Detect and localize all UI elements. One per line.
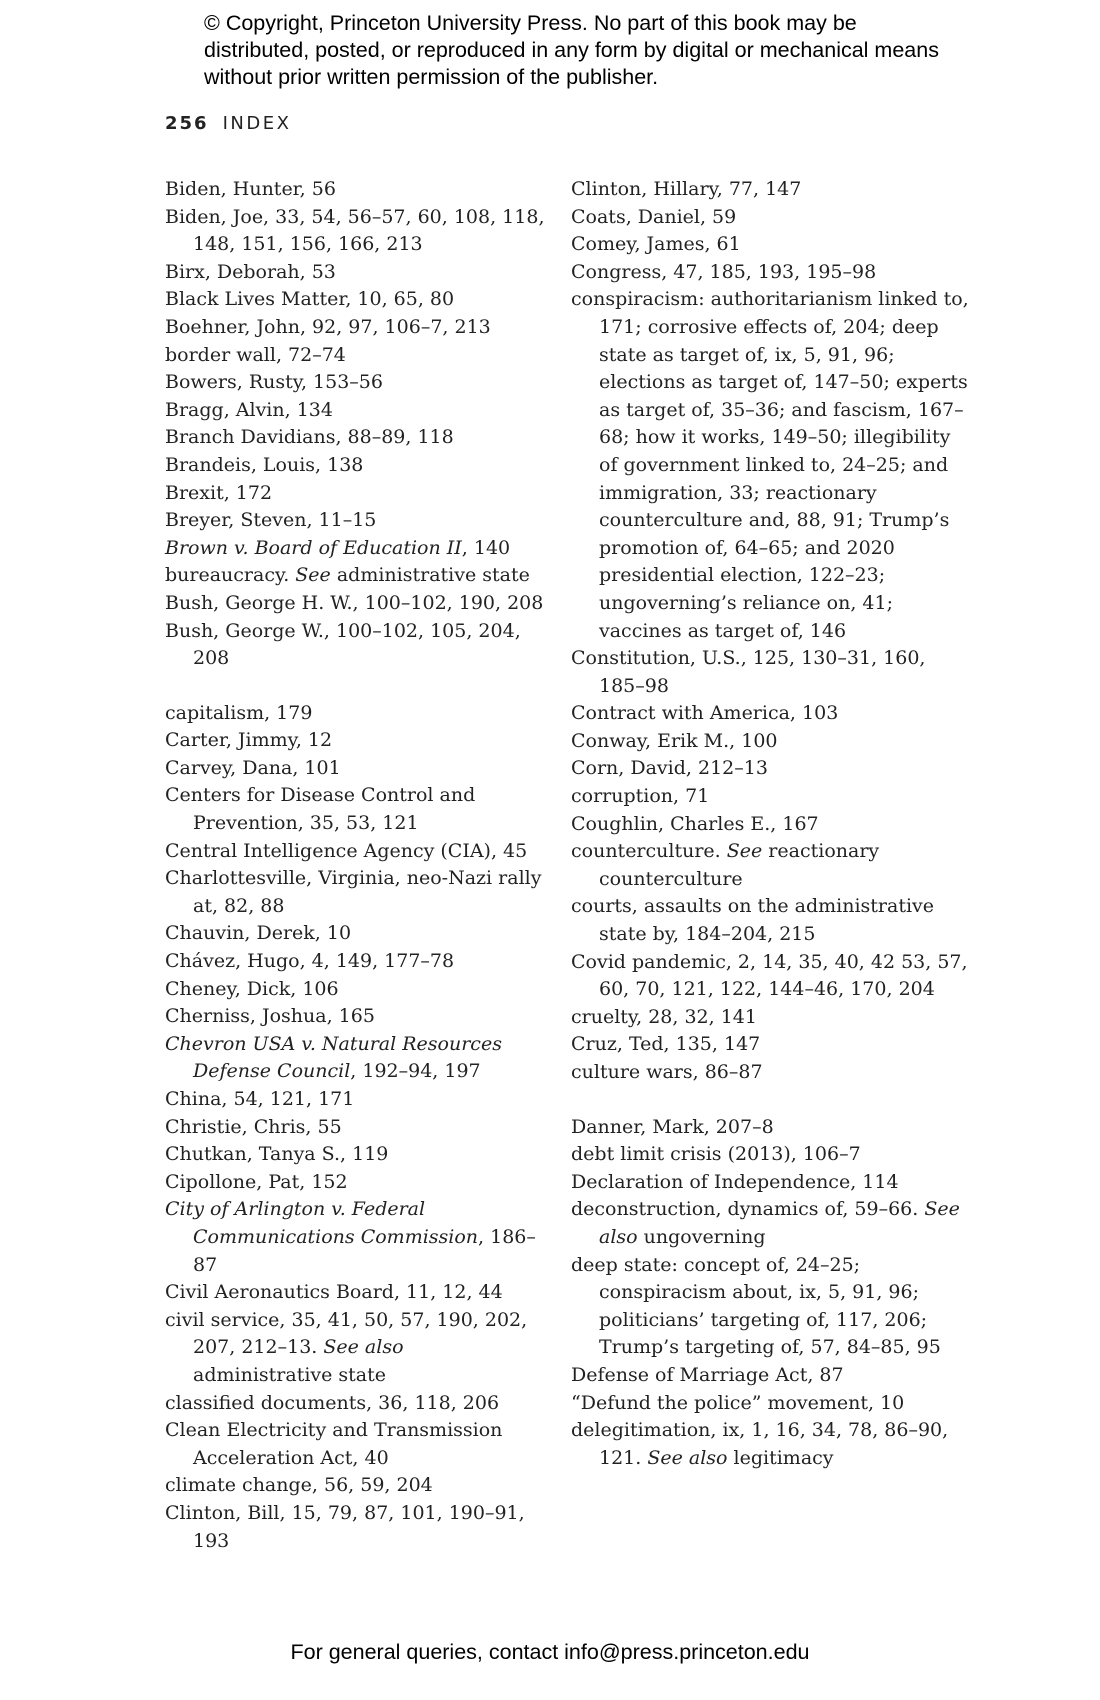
entry-text: Cruz, Ted, 135, 147 <box>571 1033 761 1056</box>
index-entry <box>571 783 971 811</box>
index-entry <box>165 618 545 673</box>
index-entry <box>165 342 545 370</box>
entry-text: classified documents, 36, 118, 206 <box>165 1391 500 1414</box>
index-entry <box>165 920 545 948</box>
index-entry <box>165 727 545 755</box>
entry-text: China, 54, 121, 171 <box>165 1088 355 1110</box>
entry-text: Charlottesville, Virginia, neo-Nazi rally at, 82, 88 <box>165 867 542 917</box>
entry-text: culture wars, 86–87 <box>571 1061 763 1083</box>
entry-text: Congress, 47, 185, 193, 195–98 <box>571 260 877 283</box>
cross-reference-label: See <box>295 564 331 587</box>
entry-text: Chávez, Hugo, 4, 149, 177–78 <box>165 950 455 973</box>
index-entry <box>571 176 971 204</box>
index-entry <box>571 949 971 1004</box>
index-entry <box>571 811 971 839</box>
entry-text: Christie, Chris, 55 <box>165 1115 342 1138</box>
entry-text: Branch Davidians, 88–89, 118 <box>165 426 454 449</box>
index-entry <box>165 535 545 563</box>
index-entry <box>165 1472 545 1500</box>
index-entry <box>165 507 545 535</box>
section-title: INDEX <box>222 113 292 134</box>
index-entry <box>571 259 971 287</box>
index-entry <box>571 1059 971 1087</box>
entry-text: conspiracism: authoritarianism linked to, 171; corrosive effects of, 204; deep state as target of, ix, 5, 91, 96; elections as target of, 147–50; experts as target of, 35–36; and fascism, 167–68; how it works, 149–50; illegibility of government linked to, 24–25; and immigration, 33; reactionary counterculture and, 88, 91; Trump’s promotion of, 64–65; and 2020 presidential election, 122–23; ungoverning’s reliance on, 41; vaccines as target of, 146 <box>571 288 969 642</box>
entry-text: counterculture. <box>571 840 727 863</box>
cross-reference-target: administrative state <box>330 564 530 587</box>
entry-text: Coats, Daniel, 59 <box>571 205 737 228</box>
index-entry <box>165 700 545 728</box>
entry-text: Bragg, Alvin, 134 <box>165 398 333 421</box>
index-entry <box>571 1169 971 1197</box>
index-entry <box>571 838 971 893</box>
index-entry <box>165 452 545 480</box>
index-entry <box>571 231 971 259</box>
entry-text: Carvey, Dana, 101 <box>165 756 341 779</box>
entry-text: Centers for Disease Control and Prevention, 35, 53, 121 <box>165 784 476 835</box>
entry-text: Breyer, Steven, 11–15 <box>165 509 377 532</box>
index-entry <box>571 1004 971 1032</box>
index-entry <box>165 1307 545 1390</box>
index-entry <box>165 259 545 287</box>
index-entry <box>165 1031 545 1086</box>
index-entry <box>165 1141 545 1169</box>
index-entry <box>165 755 545 783</box>
entry-text: Bush, George W., 100–102, 105, 204, 208 <box>165 619 521 670</box>
index-entry <box>165 424 545 452</box>
entry-text: Covid pandemic, 2, 14, 35, 40, 42 53, 57, 60, 70, 121, 122, 144–46, 170, 204 <box>571 950 968 1001</box>
letter-group-gap <box>165 673 545 700</box>
index-column-right <box>571 176 971 1472</box>
index-entry <box>571 893 971 948</box>
index-entry <box>165 204 545 259</box>
cross-reference-target: reactionary counterculture <box>599 840 880 890</box>
page-number: 256 <box>165 113 209 134</box>
entry-text: Civil Aeronautics Board, 11, 12, 44 <box>165 1281 503 1304</box>
entry-text: deconstruction, dynamics of, 59–66. <box>571 1198 925 1221</box>
index-entry <box>165 286 545 314</box>
letter-group-gap <box>571 1087 971 1114</box>
entry-text: deep state: concept of, 24–25; conspiracism about, ix, 5, 91, 96; politicians’ targeting of, 117, 206; Trump’s targeting of, 57, 84–85, 95 <box>571 1253 941 1359</box>
case-title: City of Arlington v. Federal Communications Commission <box>165 1198 479 1248</box>
index-entry <box>165 1196 545 1279</box>
index-entry <box>165 314 545 342</box>
index-entry <box>165 1169 545 1197</box>
index-entry <box>571 1141 971 1169</box>
entry-text: Chutkan, Tanya S., 119 <box>165 1143 389 1166</box>
entry-text: Brandeis, Louis, 138 <box>165 453 364 476</box>
running-head <box>165 113 291 134</box>
index-entry <box>165 1086 545 1114</box>
copyright-notice: © Copyright, Princeton University Press. No part of this book may be distributed, posted, or reproduced in any form by digital or mechanical means without prior written permission of the publisher. <box>204 11 939 89</box>
index-entry <box>165 1417 545 1472</box>
footer-contact: For general queries, contact info@press.princeton.edu <box>290 1640 810 1664</box>
cross-reference-label: See also <box>647 1446 728 1469</box>
index-entry <box>165 838 545 866</box>
entry-text: Central Intelligence Agency (CIA), 45 <box>165 839 528 862</box>
cross-reference-label: See also <box>323 1336 404 1359</box>
index-entry <box>165 1500 545 1555</box>
entry-text: Biden, Joe, 33, 54, 56–57, 60, 108, 118, 148, 151, 156, 166, 213 <box>165 205 545 256</box>
entry-text: climate change, 56, 59, 204 <box>165 1474 433 1497</box>
entry-text: Cherniss, Joshua, 165 <box>165 1005 375 1028</box>
index-entry <box>165 480 545 508</box>
entry-text: Declaration of Independence, 114 <box>571 1170 899 1193</box>
entry-text: civil service, 35, 41, 50, 57, 190, 202, 207, 212–13. <box>165 1308 528 1359</box>
case-title: Brown v. Board of Education II <box>165 536 462 559</box>
case-title: Chevron USA v. Natural Resources Defense Council <box>165 1032 502 1083</box>
index-entry <box>571 1196 971 1251</box>
index-entry <box>165 397 545 425</box>
entry-text: Carter, Jimmy, 12 <box>165 729 333 752</box>
entry-text: Bush, George H. W., 100–102, 190, 208 <box>165 591 544 614</box>
entry-text: bureaucracy. <box>165 564 296 587</box>
index-entry <box>571 1417 971 1472</box>
entry-text: , 186–87 <box>193 1225 536 1276</box>
index-entry <box>571 1390 971 1418</box>
index-entry <box>165 1003 545 1031</box>
index-entry <box>165 948 545 976</box>
index-entry <box>571 728 971 756</box>
index-entry <box>165 1390 545 1418</box>
entry-text: Defense of Marriage Act, 87 <box>571 1363 844 1386</box>
entry-text: Clinton, Bill, 15, 79, 87, 101, 190–91, 193 <box>165 1501 525 1552</box>
entry-text: Brexit, 172 <box>165 481 273 504</box>
entry-text: capitalism, 179 <box>165 701 313 724</box>
index-entry <box>165 1279 545 1307</box>
index-entry <box>571 700 971 728</box>
cross-reference-label: See <box>726 840 763 863</box>
entry-text: Birx, Deborah, 53 <box>165 260 336 283</box>
cross-reference-target: ungoverning <box>637 1225 766 1248</box>
entry-text: Bowers, Rusty, 153–56 <box>165 371 383 394</box>
index-entry <box>571 204 971 232</box>
cross-reference-target: administrative state <box>193 1363 387 1386</box>
entry-text: cruelty, 28, 32, 141 <box>571 1005 757 1028</box>
index-entry <box>571 1362 971 1390</box>
cross-reference-label: See also <box>599 1198 960 1248</box>
entry-text: debt limit crisis (2013), 106–7 <box>571 1143 861 1166</box>
index-entry <box>165 865 545 920</box>
entry-text: corruption, 71 <box>571 785 710 808</box>
cross-reference-target: legitimacy <box>727 1446 834 1469</box>
index-entry <box>571 286 971 645</box>
index-entry <box>571 1031 971 1059</box>
entry-text: Black Lives Matter, 10, 65, 80 <box>165 288 455 311</box>
entry-text: courts, assaults on the administrative state by, 184–204, 215 <box>571 895 935 946</box>
index-entry <box>165 976 545 1004</box>
entry-text: Clean Electricity and Transmission Acceleration Act, 40 <box>165 1419 503 1469</box>
entry-text: Coughlin, Charles E., 167 <box>571 812 819 835</box>
index-entry <box>571 645 971 700</box>
index-entry <box>165 562 545 590</box>
index-entry <box>571 755 971 783</box>
index-entry <box>165 782 545 837</box>
entry-text: Contract with America, 103 <box>571 702 839 725</box>
entry-text: Boehner, John, 92, 97, 106–7, 213 <box>165 315 491 338</box>
entry-text: Biden, Hunter, 56 <box>165 178 336 200</box>
entry-text: , 140 <box>461 536 511 559</box>
entry-text: Comey, James, 61 <box>571 233 741 256</box>
entry-text: Cipollone, Pat, 152 <box>165 1170 348 1193</box>
index-entry <box>165 369 545 397</box>
entry-text: Cheney, Dick, 106 <box>165 977 339 1000</box>
index-entry <box>165 590 545 618</box>
entry-text: Corn, David, 212–13 <box>571 757 768 780</box>
entry-text: Danner, Mark, 207–8 <box>571 1115 774 1138</box>
entry-text: delegitimation, ix, 1, 16, 34, 78, 86–90, 121. <box>571 1419 949 1469</box>
entry-text: Constitution, U.S., 125, 130–31, 160, 185–98 <box>571 647 926 697</box>
entry-text: Clinton, Hillary, 77, 147 <box>571 178 802 200</box>
entry-text: Chauvin, Derek, 10 <box>165 922 352 945</box>
entry-text: border wall, 72–74 <box>165 343 346 366</box>
entry-text: Conway, Erik M., 100 <box>571 729 778 752</box>
entry-text: , 192–94, 197 <box>350 1060 481 1083</box>
index-entry <box>165 1114 545 1142</box>
entry-text: “Defund the police” movement, 10 <box>571 1391 905 1414</box>
index-entry <box>165 176 545 204</box>
index-column-left <box>165 176 545 1555</box>
index-entry <box>571 1114 971 1142</box>
index-entry <box>571 1252 971 1362</box>
